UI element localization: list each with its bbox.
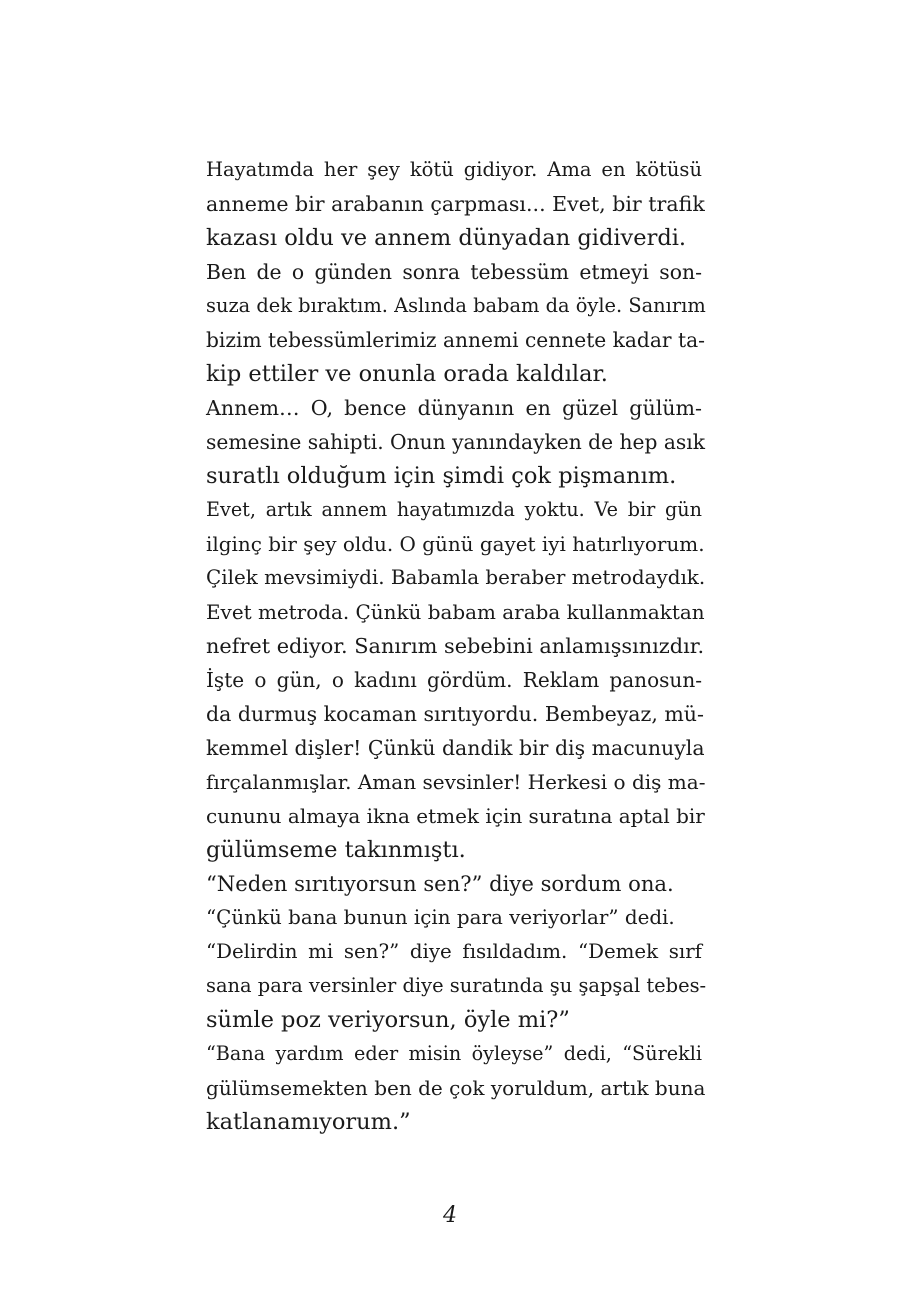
text-line: semesine sahipti. Onun yanındayken de hep asık <box>206 430 706 454</box>
text-line: Hayatımda her şey kötü gidiyor. Ama en kötüsü <box>206 158 702 181</box>
text-line: suza dek bıraktım. Aslında babam da öyle. Sanırım <box>206 294 706 317</box>
text-line: fırçalanmışlar. Aman sevsinler! Herkesi o diş ma- <box>206 770 706 794</box>
paragraph <box>176 493 706 663</box>
text-line: cununu almaya ikna etmek için suratına aptal bir <box>206 804 705 828</box>
text-line: Çilek mevsimiydi. Babamla beraber metrodaydık. <box>206 566 706 589</box>
text-line: anneme bir arabanın çarpması... Evet, bir trafik <box>206 192 705 216</box>
paragraph <box>176 153 705 255</box>
text-line: “Bana yardım eder misin öyleyse” dedi, “Sürekli <box>206 1042 702 1065</box>
text-line: “Çünkü bana bunun için para veriyorlar” dedi. <box>206 906 675 929</box>
text-line: da durmuş kocaman sırıtıyordu. Bembeyaz, mü- <box>206 702 704 726</box>
paragraph <box>176 867 702 901</box>
text-line: gülümsemekten ben de çok yoruldum, artık buna <box>206 1076 706 1100</box>
text-line: Evet, artık annem hayatımızda yoktu. Ve bir gün <box>206 498 702 521</box>
text-line: “Neden sırıtıyorsun sen?” diye sordum ona. <box>206 871 674 896</box>
text-line: kemmel dişler! Çünkü dandik bir diş macunuyla <box>206 736 705 760</box>
page-number: 4 <box>443 1203 457 1228</box>
text-line: sümle poz veriyorsun, öyle mi?” <box>206 1007 570 1033</box>
paragraph <box>176 391 706 493</box>
body-text <box>176 153 707 1139</box>
text-line: bizim tebessümlerimiz annemi cennete kadar ta- <box>206 328 705 352</box>
text-line: ilginç bir şey oldu. O günü gayet iyi hatırlıyorum. <box>206 532 705 556</box>
paragraph <box>176 935 707 1037</box>
text-line: Evet metroda. Çünkü babam araba kullanmaktan <box>206 600 705 624</box>
text-line: sana para versinler diye suratında şu şapşal tebes- <box>206 974 707 997</box>
text-line: kip ettiler ve onunla orada kaldılar. <box>206 361 608 387</box>
text-line: kazası oldu ve annem dünyadan gidiverdi. <box>206 225 687 251</box>
text-line: Ben de o günden sonra tebessüm etmeyi son- <box>206 260 702 284</box>
paragraph <box>176 1037 706 1139</box>
text-line: “Delirdin mi sen?” diye fısıldadım. “Demek sırf <box>206 940 702 963</box>
text-line: İşte o gün, o kadını gördüm. Reklam panosun- <box>206 668 702 692</box>
text-line: gülümseme takınmıştı. <box>206 837 466 863</box>
text-line: nefret ediyor. Sanırım sebebini anlamışsınızdır. <box>206 634 705 658</box>
paragraph <box>176 663 706 867</box>
text-line: suratlı olduğum için şimdi çok pişmanım. <box>206 463 677 489</box>
paragraph <box>176 255 706 391</box>
paragraph <box>176 901 702 935</box>
text-line: Annem… O, bence dünyanın en güzel gülüm- <box>206 396 702 420</box>
text-line: katlanamıyorum.” <box>206 1109 411 1135</box>
